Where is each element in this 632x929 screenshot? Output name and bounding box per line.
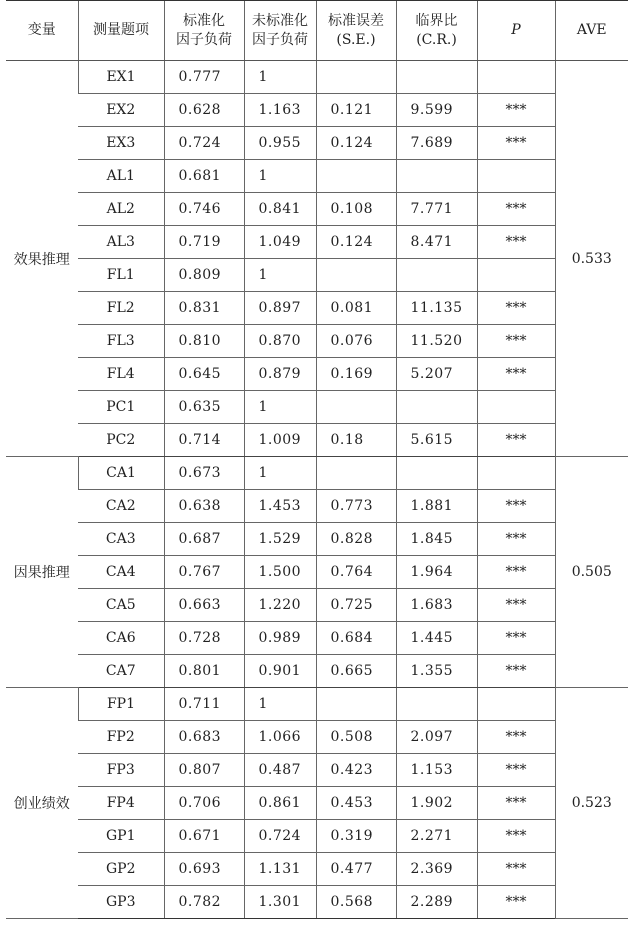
std-loading-cell: 0.801 xyxy=(164,655,244,688)
p-value-cell: *** xyxy=(477,490,555,523)
std-loading-cell: 0.777 xyxy=(164,61,244,94)
table-row xyxy=(6,325,628,358)
std-error-cell xyxy=(316,688,396,721)
table-row xyxy=(6,688,628,721)
critical-ratio-cell: 11.520 xyxy=(396,325,477,358)
p-value-cell: *** xyxy=(477,820,555,853)
unstd-loading-cell: 1.500 xyxy=(244,556,316,589)
header-std-loading: 标准化 因子负荷 xyxy=(164,1,244,61)
item-cell: PC2 xyxy=(78,424,164,457)
critical-ratio-cell xyxy=(396,688,477,721)
p-value-cell: *** xyxy=(477,127,555,160)
table-row xyxy=(6,424,628,457)
item-cell: FP2 xyxy=(78,721,164,754)
p-value-cell: *** xyxy=(477,193,555,226)
p-value-cell: *** xyxy=(477,325,555,358)
std-error-cell: 0.169 xyxy=(316,358,396,391)
critical-ratio-cell: 1.845 xyxy=(396,523,477,556)
std-loading-cell: 0.645 xyxy=(164,358,244,391)
item-cell: AL3 xyxy=(78,226,164,259)
p-value-cell: *** xyxy=(477,853,555,886)
unstd-loading-cell: 1.220 xyxy=(244,589,316,622)
table-row xyxy=(6,391,628,424)
unstd-loading-cell: 0.955 xyxy=(244,127,316,160)
table-row xyxy=(6,787,628,820)
p-value-cell: *** xyxy=(477,886,555,919)
std-loading-cell: 0.681 xyxy=(164,160,244,193)
critical-ratio-cell: 1.964 xyxy=(396,556,477,589)
item-cell: CA2 xyxy=(78,490,164,523)
p-value-cell: *** xyxy=(477,721,555,754)
std-loading-cell: 0.628 xyxy=(164,94,244,127)
unstd-loading-cell: 1 xyxy=(244,457,316,490)
p-value-cell: *** xyxy=(477,655,555,688)
critical-ratio-cell: 2.271 xyxy=(396,820,477,853)
variable-cell: 效果推理 xyxy=(6,61,78,457)
std-error-cell: 0.568 xyxy=(316,886,396,919)
table-row xyxy=(6,853,628,886)
critical-ratio-cell: 1.445 xyxy=(396,622,477,655)
std-loading-cell: 0.807 xyxy=(164,754,244,787)
std-loading-cell: 0.809 xyxy=(164,259,244,292)
p-value-cell xyxy=(477,160,555,193)
unstd-loading-cell: 1.131 xyxy=(244,853,316,886)
p-value-cell xyxy=(477,259,555,292)
critical-ratio-cell: 8.471 xyxy=(396,226,477,259)
critical-ratio-cell: 11.135 xyxy=(396,292,477,325)
item-cell: FP4 xyxy=(78,787,164,820)
std-error-cell: 0.725 xyxy=(316,589,396,622)
table-row xyxy=(6,226,628,259)
table-row xyxy=(6,754,628,787)
table-row xyxy=(6,61,628,94)
p-value-cell xyxy=(477,457,555,490)
critical-ratio-cell: 5.615 xyxy=(396,424,477,457)
factor-loading-table xyxy=(6,0,628,919)
std-loading-cell: 0.706 xyxy=(164,787,244,820)
unstd-loading-cell: 1.049 xyxy=(244,226,316,259)
std-loading-cell: 0.831 xyxy=(164,292,244,325)
item-cell: GP2 xyxy=(78,853,164,886)
p-value-cell: *** xyxy=(477,94,555,127)
std-error-cell xyxy=(316,160,396,193)
p-value-cell: *** xyxy=(477,556,555,589)
unstd-loading-cell: 1.453 xyxy=(244,490,316,523)
std-loading-cell: 0.663 xyxy=(164,589,244,622)
std-error-cell xyxy=(316,391,396,424)
table-row xyxy=(6,490,628,523)
unstd-loading-cell: 0.901 xyxy=(244,655,316,688)
std-error-cell xyxy=(316,259,396,292)
unstd-loading-cell: 0.841 xyxy=(244,193,316,226)
std-error-cell: 0.665 xyxy=(316,655,396,688)
critical-ratio-cell xyxy=(396,259,477,292)
std-error-cell: 0.076 xyxy=(316,325,396,358)
item-cell: AL1 xyxy=(78,160,164,193)
table-row xyxy=(6,655,628,688)
unstd-loading-cell: 1.529 xyxy=(244,523,316,556)
std-error-cell: 0.081 xyxy=(316,292,396,325)
critical-ratio-cell: 7.689 xyxy=(396,127,477,160)
header-std-error: 标准误差 (S.E.) xyxy=(316,1,396,61)
critical-ratio-cell xyxy=(396,61,477,94)
variable-cell: 因果推理 xyxy=(6,457,78,688)
std-error-cell xyxy=(316,457,396,490)
critical-ratio-cell: 2.097 xyxy=(396,721,477,754)
critical-ratio-cell: 5.207 xyxy=(396,358,477,391)
table-row xyxy=(6,589,628,622)
std-loading-cell: 0.746 xyxy=(164,193,244,226)
std-loading-cell: 0.693 xyxy=(164,853,244,886)
p-value-cell: *** xyxy=(477,292,555,325)
header-ave: AVE xyxy=(555,1,628,61)
unstd-loading-cell: 1 xyxy=(244,160,316,193)
p-value-cell: *** xyxy=(477,358,555,391)
p-value-cell: *** xyxy=(477,589,555,622)
unstd-loading-cell: 1.163 xyxy=(244,94,316,127)
table-row xyxy=(6,127,628,160)
std-error-cell: 0.773 xyxy=(316,490,396,523)
item-cell: GP3 xyxy=(78,886,164,919)
std-error-cell: 0.124 xyxy=(316,226,396,259)
std-error-cell: 0.18 xyxy=(316,424,396,457)
table-row xyxy=(6,292,628,325)
item-cell: FL4 xyxy=(78,358,164,391)
item-cell: CA5 xyxy=(78,589,164,622)
critical-ratio-cell: 1.902 xyxy=(396,787,477,820)
critical-ratio-cell xyxy=(396,160,477,193)
p-value-cell xyxy=(477,391,555,424)
critical-ratio-cell xyxy=(396,457,477,490)
p-value-cell xyxy=(477,61,555,94)
critical-ratio-cell: 1.683 xyxy=(396,589,477,622)
std-loading-cell: 0.767 xyxy=(164,556,244,589)
std-error-cell: 0.319 xyxy=(316,820,396,853)
std-loading-cell: 0.711 xyxy=(164,688,244,721)
ave-cell: 0.505 xyxy=(555,457,628,688)
critical-ratio-cell xyxy=(396,391,477,424)
unstd-loading-cell: 0.724 xyxy=(244,820,316,853)
std-error-cell: 0.124 xyxy=(316,127,396,160)
std-error-cell: 0.423 xyxy=(316,754,396,787)
std-loading-cell: 0.673 xyxy=(164,457,244,490)
item-cell: CA6 xyxy=(78,622,164,655)
item-cell: AL2 xyxy=(78,193,164,226)
critical-ratio-cell: 7.771 xyxy=(396,193,477,226)
unstd-loading-cell: 1 xyxy=(244,61,316,94)
p-value-cell: *** xyxy=(477,787,555,820)
std-error-cell: 0.684 xyxy=(316,622,396,655)
std-loading-cell: 0.683 xyxy=(164,721,244,754)
p-value-cell: *** xyxy=(477,622,555,655)
table-row xyxy=(6,193,628,226)
table-row xyxy=(6,160,628,193)
header-p-value: P xyxy=(477,1,555,61)
item-cell: EX3 xyxy=(78,127,164,160)
table-row xyxy=(6,358,628,391)
std-loading-cell: 0.724 xyxy=(164,127,244,160)
item-cell: FL1 xyxy=(78,259,164,292)
item-cell: FL2 xyxy=(78,292,164,325)
table-row xyxy=(6,622,628,655)
unstd-loading-cell: 0.861 xyxy=(244,787,316,820)
header-row xyxy=(6,1,628,61)
critical-ratio-cell: 2.369 xyxy=(396,853,477,886)
critical-ratio-cell: 2.289 xyxy=(396,886,477,919)
p-value-cell: *** xyxy=(477,226,555,259)
p-value-cell: *** xyxy=(477,754,555,787)
std-error-cell: 0.121 xyxy=(316,94,396,127)
p-value-cell: *** xyxy=(477,424,555,457)
std-error-cell: 0.477 xyxy=(316,853,396,886)
item-cell: PC1 xyxy=(78,391,164,424)
item-cell: CA4 xyxy=(78,556,164,589)
std-loading-cell: 0.671 xyxy=(164,820,244,853)
item-cell: EX2 xyxy=(78,94,164,127)
std-error-cell: 0.508 xyxy=(316,721,396,754)
header-variable: 变量 xyxy=(6,1,78,61)
unstd-loading-cell: 0.879 xyxy=(244,358,316,391)
item-cell: EX1 xyxy=(78,61,164,94)
table-header xyxy=(6,1,628,61)
std-error-cell: 0.108 xyxy=(316,193,396,226)
p-value-cell xyxy=(477,688,555,721)
std-error-cell: 0.453 xyxy=(316,787,396,820)
ave-cell: 0.523 xyxy=(555,688,628,919)
item-cell: CA3 xyxy=(78,523,164,556)
critical-ratio-cell: 9.599 xyxy=(396,94,477,127)
table-row xyxy=(6,556,628,589)
table-row xyxy=(6,886,628,919)
item-cell: GP1 xyxy=(78,820,164,853)
std-error-cell: 0.828 xyxy=(316,523,396,556)
unstd-loading-cell: 0.487 xyxy=(244,754,316,787)
unstd-loading-cell: 1 xyxy=(244,391,316,424)
std-loading-cell: 0.782 xyxy=(164,886,244,919)
critical-ratio-cell: 1.355 xyxy=(396,655,477,688)
item-cell: CA1 xyxy=(78,457,164,490)
ave-cell: 0.533 xyxy=(555,61,628,457)
std-loading-cell: 0.714 xyxy=(164,424,244,457)
unstd-loading-cell: 0.870 xyxy=(244,325,316,358)
std-error-cell xyxy=(316,61,396,94)
header-item: 测量题项 xyxy=(78,1,164,61)
std-loading-cell: 0.810 xyxy=(164,325,244,358)
item-cell: FL3 xyxy=(78,325,164,358)
unstd-loading-cell: 1 xyxy=(244,688,316,721)
header-unstd-loading: 未标准化 因子负荷 xyxy=(244,1,316,61)
unstd-loading-cell: 1.066 xyxy=(244,721,316,754)
unstd-loading-cell: 0.989 xyxy=(244,622,316,655)
unstd-loading-cell: 1.009 xyxy=(244,424,316,457)
item-cell: FP1 xyxy=(78,688,164,721)
item-cell: CA7 xyxy=(78,655,164,688)
table-row xyxy=(6,523,628,556)
unstd-loading-cell: 1.301 xyxy=(244,886,316,919)
p-value-cell: *** xyxy=(477,523,555,556)
table-body xyxy=(6,61,628,919)
table-row xyxy=(6,820,628,853)
item-cell: FP3 xyxy=(78,754,164,787)
table-row xyxy=(6,259,628,292)
critical-ratio-cell: 1.881 xyxy=(396,490,477,523)
std-error-cell: 0.764 xyxy=(316,556,396,589)
critical-ratio-cell: 1.153 xyxy=(396,754,477,787)
std-loading-cell: 0.635 xyxy=(164,391,244,424)
table-row xyxy=(6,94,628,127)
table-row xyxy=(6,457,628,490)
std-loading-cell: 0.728 xyxy=(164,622,244,655)
variable-cell: 创业绩效 xyxy=(6,688,78,919)
std-loading-cell: 0.719 xyxy=(164,226,244,259)
std-loading-cell: 0.638 xyxy=(164,490,244,523)
table-row xyxy=(6,721,628,754)
unstd-loading-cell: 0.897 xyxy=(244,292,316,325)
header-critical-ratio: 临界比 (C.R.) xyxy=(396,1,477,61)
std-loading-cell: 0.687 xyxy=(164,523,244,556)
unstd-loading-cell: 1 xyxy=(244,259,316,292)
